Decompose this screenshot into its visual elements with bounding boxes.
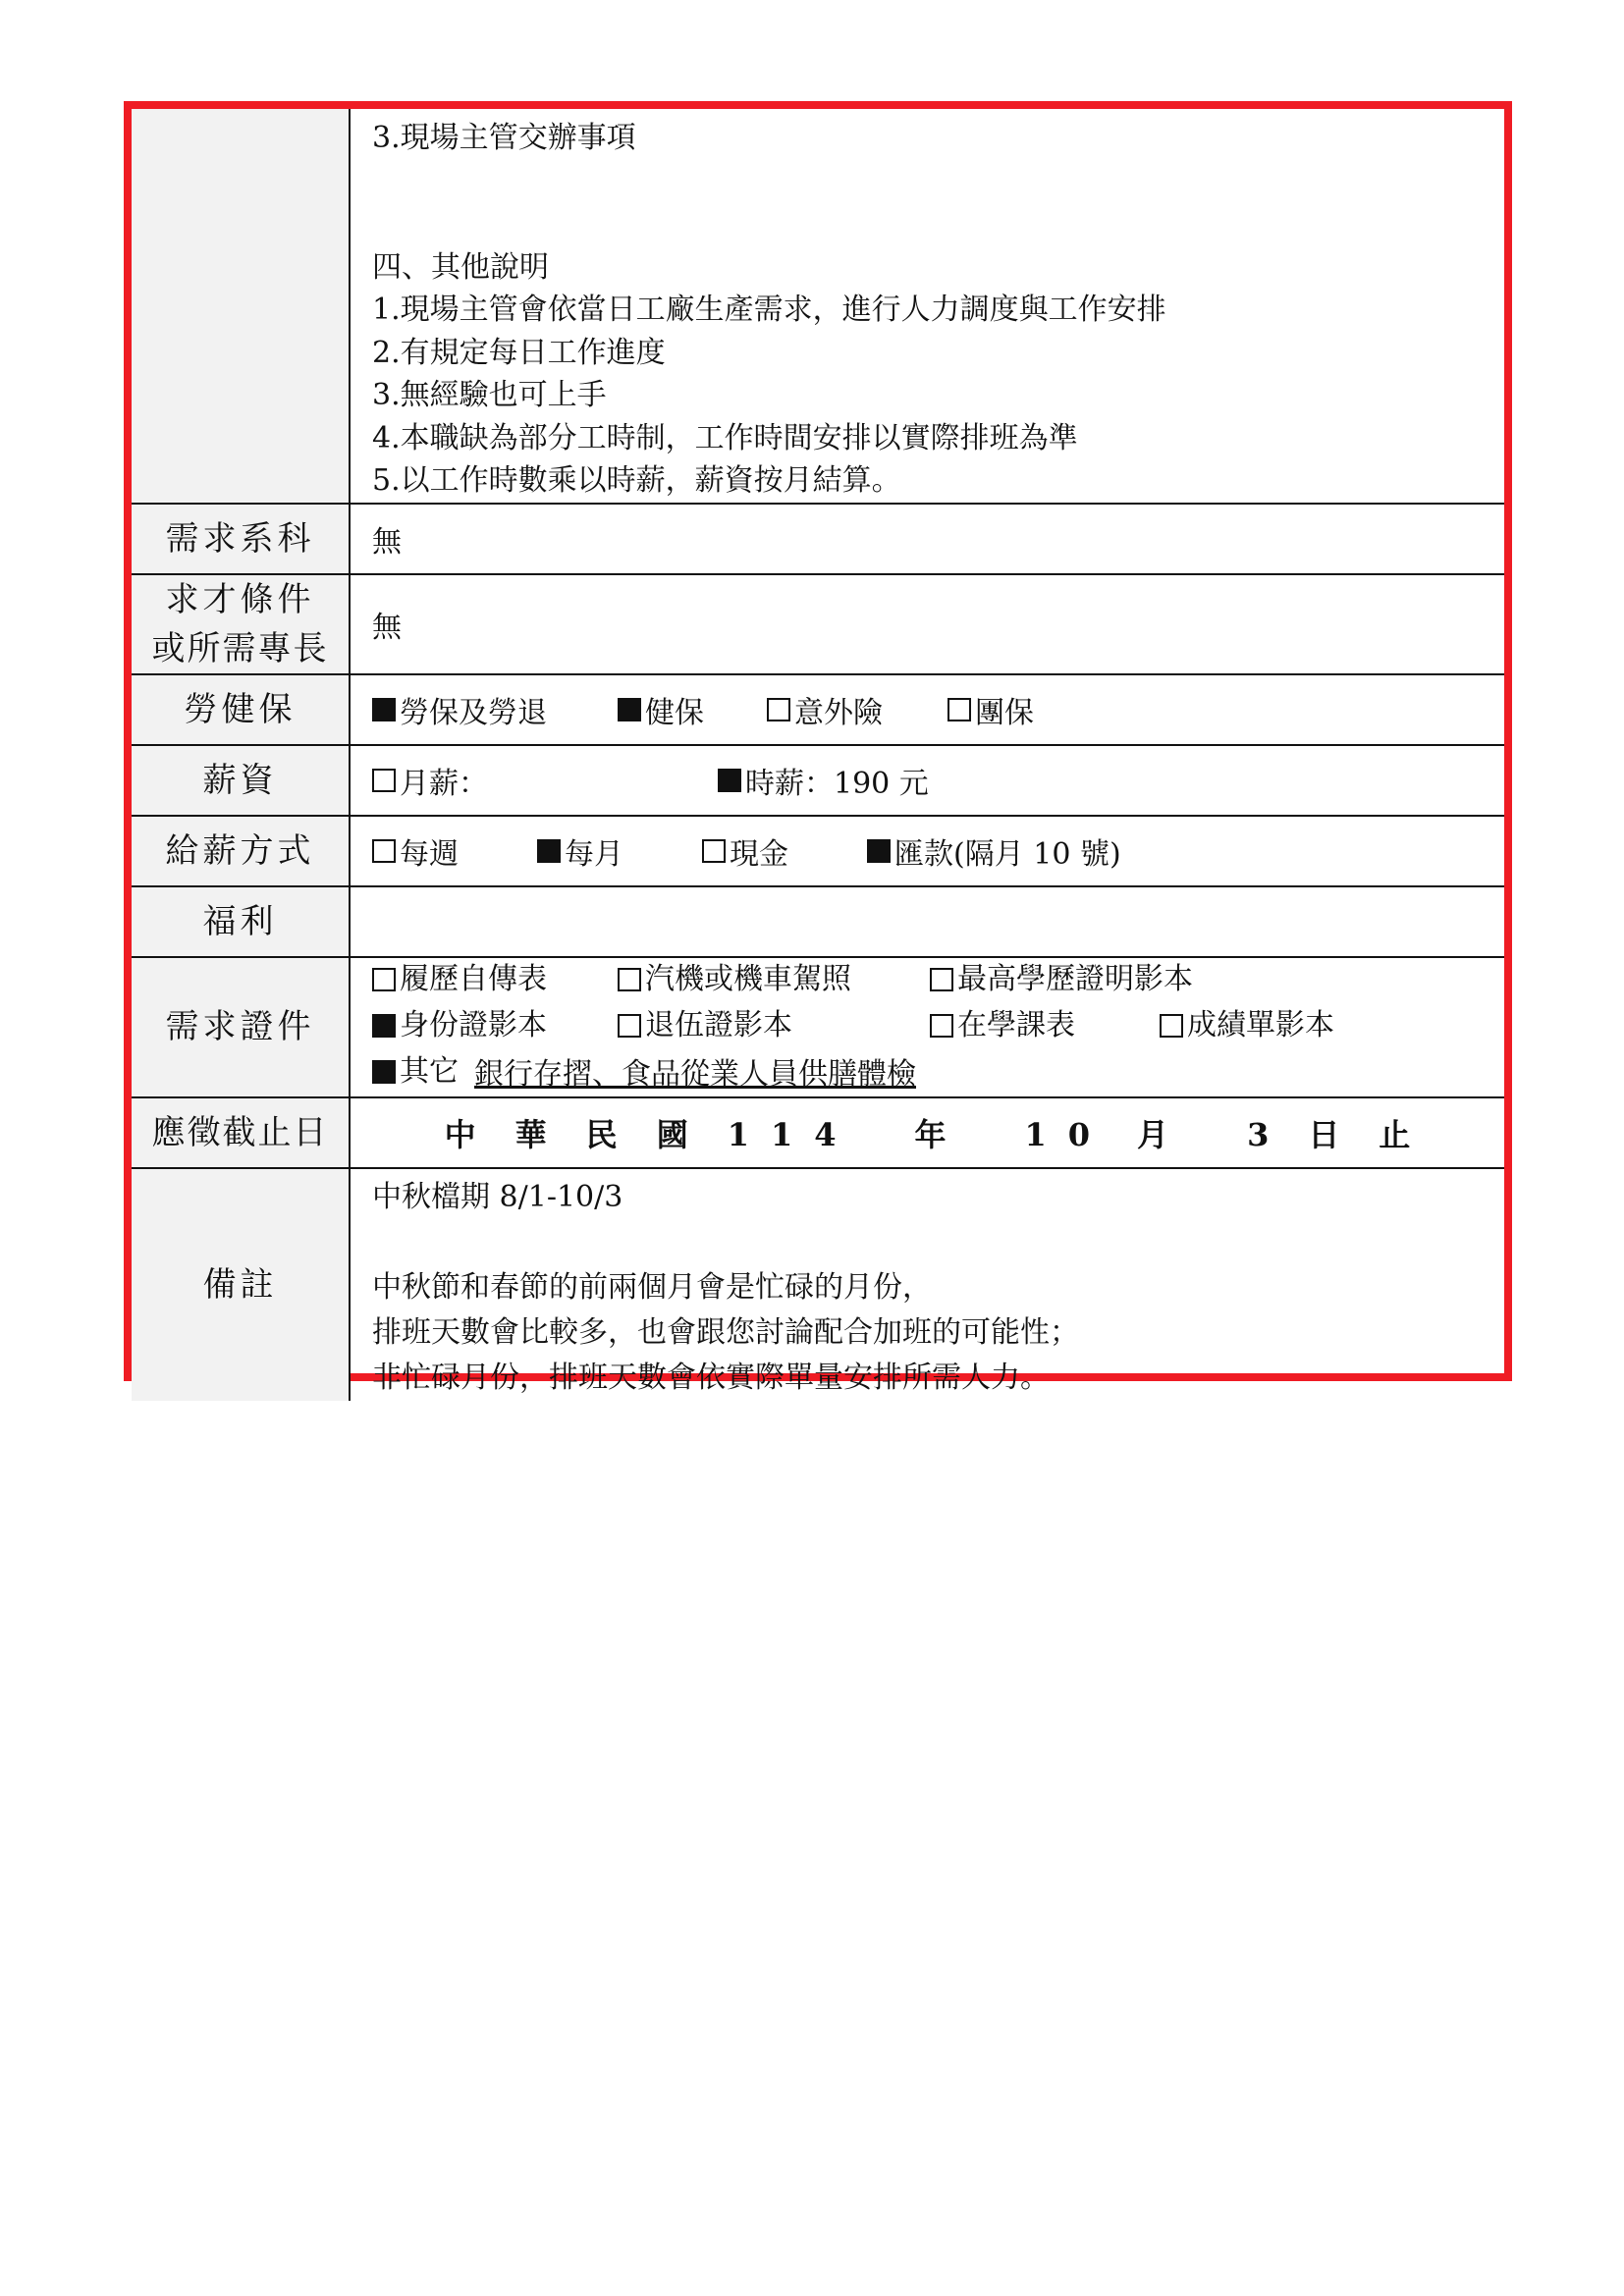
row-remarks [132,1168,1504,1401]
checkbox-labor-insurance[interactable] [372,688,618,731]
unchecked-box-icon [372,769,396,792]
row-pay-method [132,816,1504,886]
row-job-description [132,109,1504,504]
remarks-line [372,1220,1504,1265]
deadline-label: 應徵截止日 [132,1097,350,1168]
deadline-value [350,1097,1504,1168]
remarks-label: 備註 [132,1168,350,1401]
deadline-char: 1 [727,1115,749,1153]
deadline-char: 1 [1024,1115,1047,1153]
note-item: 1.現場主管會依當日工廠生產需求，進行人力調度與工作安排 [372,293,1166,327]
option-label: 意外險 [794,695,883,730]
insurance-label: 勞健保 [132,674,350,745]
unchecked-box-icon [372,839,396,863]
checked-box-icon [372,698,396,721]
remarks-line: 排班天數會比較多，也會跟您討論配合加班的可能性； [372,1314,1079,1350]
option-label: 最高學歷證明影本 [957,961,1193,996]
checked-box-icon [618,698,641,721]
checkbox-monthly-salary[interactable] [372,759,718,802]
checkbox-discharge-copy[interactable] [618,1004,930,1047]
checkbox-bank-transfer[interactable] [867,829,1121,873]
checked-box-icon [372,1060,396,1084]
unchecked-box-icon [930,1014,953,1038]
deadline-char: 3 [1247,1115,1270,1153]
documents-row-2 [372,1004,1504,1050]
note-item: 4.本職缺為部分工時制，工作時間安排以實際排班為準 [372,420,1078,455]
checkbox-monthly[interactable] [537,829,702,873]
checkbox-class-schedule[interactable] [930,1004,1160,1047]
checkbox-health-insurance[interactable] [618,688,767,731]
remarks-value [350,1168,1504,1401]
department-label: 需求系科 [132,504,350,574]
option-label: 退伍證影本 [645,1007,792,1042]
unchecked-box-icon [930,968,953,991]
salary-options [350,745,1504,816]
intro-line: 3.現場主管交辦事項 [372,121,636,155]
form-frame [124,101,1512,1395]
option-label: 其它 [400,1053,459,1089]
option-label: 身份證影本 [400,1007,547,1042]
checkbox-other[interactable] [372,1050,459,1094]
unchecked-box-icon [618,1014,641,1038]
checked-box-icon [372,1014,396,1038]
unchecked-box-icon [372,968,396,991]
checkbox-diploma-copy[interactable] [930,958,1193,1001]
benefits-label: 福利 [132,886,350,957]
checkbox-accident-insurance[interactable] [767,688,947,731]
deadline-char: 止 [1379,1115,1411,1153]
row-salary [132,745,1504,816]
documents-row-1 [372,958,1504,1004]
row-benefits [132,886,1504,957]
note-item: 3.無經驗也可上手 [372,378,607,412]
salary-label: 薪資 [132,745,350,816]
job-form-table [132,109,1504,1401]
deadline-char: 日 [1308,1115,1340,1153]
checkbox-hourly-salary[interactable] [718,759,929,802]
benefits-value [350,886,1504,957]
option-label: 時薪：190 元 [745,766,929,801]
remarks-line: 非忙碌月份，排班天數會依實際單量安排所需人力。 [372,1360,1050,1395]
checkbox-cash[interactable] [702,829,867,873]
remarks-line: 中秋節和春節的前兩個月會是忙碌的月份， [372,1269,932,1305]
checked-box-icon [537,839,561,863]
row-documents [132,957,1504,1097]
deadline-char: 中 [444,1115,476,1153]
row-insurance [132,674,1504,745]
documents-options [350,957,1504,1097]
requirements-label-line1: 求才條件 [165,579,315,619]
option-label: 每週 [400,836,459,872]
deadline-char: 0 [1067,1115,1091,1153]
pay-method-options [350,816,1504,886]
deadline-char: 月 [1137,1115,1169,1153]
unchecked-box-icon [702,839,726,863]
deadline-char: 1 [770,1115,793,1153]
option-label: 在學課表 [957,1007,1075,1042]
unchecked-box-icon [947,698,971,721]
option-label: 月薪： [400,766,488,801]
documents-row-3 [372,1050,1504,1096]
deadline-char: 華 [514,1115,547,1153]
insurance-options [350,674,1504,745]
option-label: 履歷自傳表 [400,961,547,996]
pay-method-label: 給薪方式 [132,816,350,886]
checkbox-group-insurance[interactable] [947,688,1034,731]
option-label: 汽機或機車駕照 [645,961,851,996]
job-description-cell [350,109,1504,504]
checkbox-resume[interactable] [372,958,618,1001]
deadline-char: 民 [585,1115,618,1153]
unchecked-box-icon [767,698,790,721]
department-value: 無 [350,504,1504,574]
checkbox-transcript-copy[interactable] [1160,1004,1334,1047]
option-label: 勞保及勞退 [400,695,547,730]
row-department [132,504,1504,574]
option-label: 健保 [645,695,704,730]
checkbox-weekly[interactable] [372,829,537,873]
other-documents-detail: 銀行存摺、食品從業人員供膳體檢 [474,1056,916,1092]
option-label: 現金 [730,836,788,872]
checkbox-driver-license[interactable] [618,958,930,1001]
option-label: 每月 [565,836,623,872]
deadline-char: 年 [914,1115,947,1153]
option-label: 團保 [975,695,1034,730]
other-notes-title: 四、其他說明 [372,249,549,285]
checkbox-id-copy[interactable] [372,1004,618,1047]
unchecked-box-icon [1160,1014,1183,1038]
row-deadline [132,1097,1504,1168]
note-item: 2.有規定每日工作進度 [372,335,666,370]
requirements-label [132,574,350,674]
empty-label-cell [132,109,350,504]
checked-box-icon [867,839,891,863]
remarks-line: 中秋檔期 8/1-10/3 [372,1179,623,1214]
deadline-char: 國 [656,1115,688,1153]
unchecked-box-icon [618,968,641,991]
option-label: 成績單影本 [1187,1007,1334,1042]
option-label: 匯款(隔月 10 號) [894,836,1121,872]
documents-label: 需求證件 [132,957,350,1097]
requirements-label-line2: 或所需專長 [151,628,329,668]
note-item: 5.以工作時數乘以時薪，薪資按月結算。 [372,463,901,498]
deadline-char: 4 [814,1115,837,1153]
requirements-value: 無 [350,574,1504,674]
row-requirements [132,574,1504,674]
checked-box-icon [718,769,741,792]
